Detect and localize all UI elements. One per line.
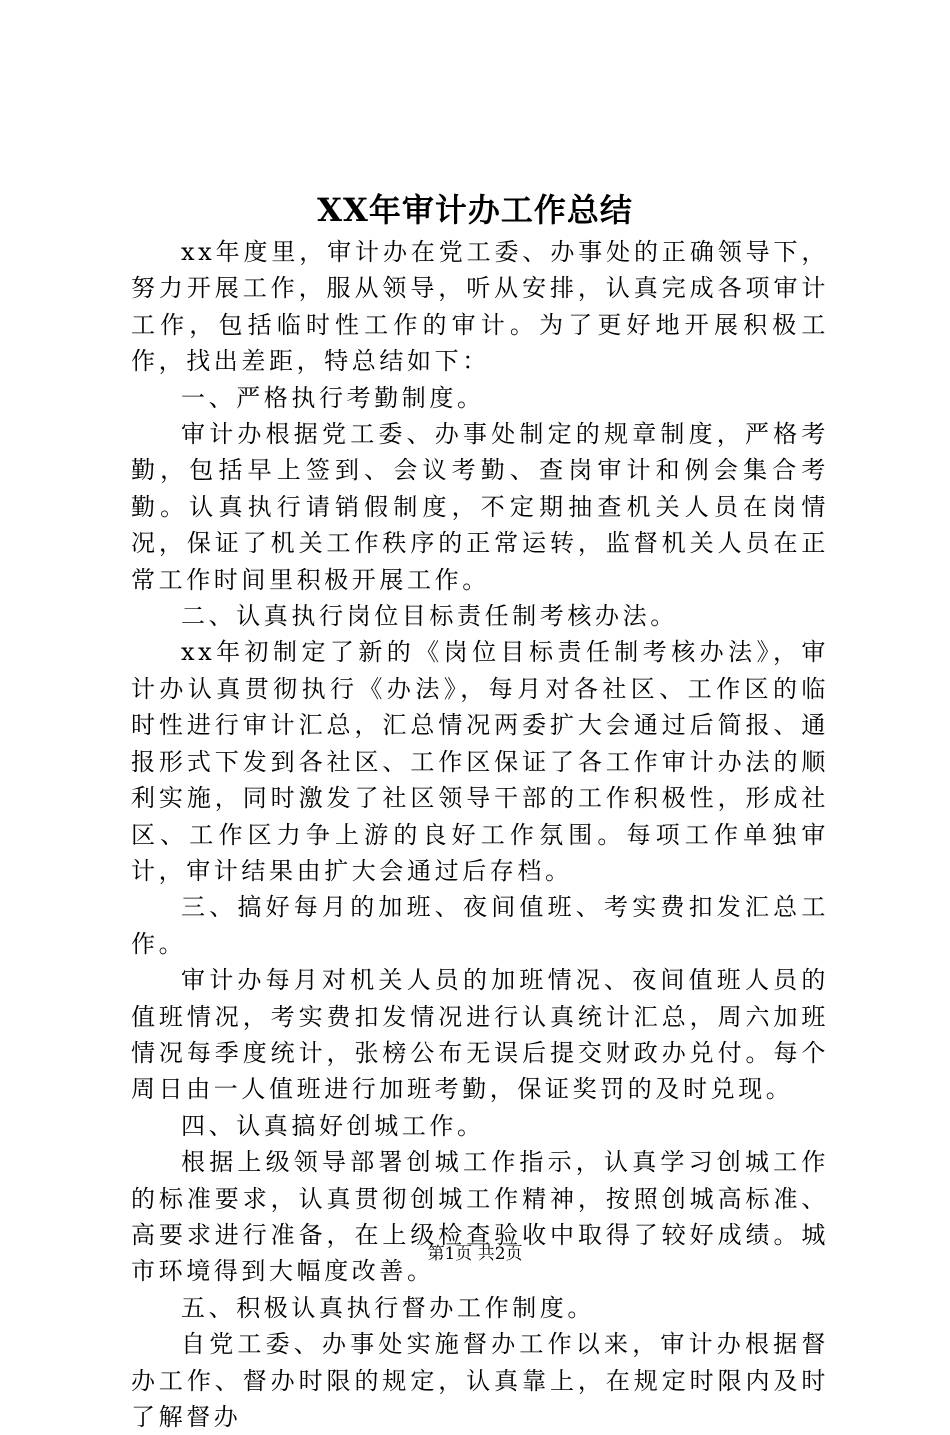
section-paragraph-5: 自党工委、办事处实施督办工作以来，审计办根据督办工作、督办时限的规定，认真靠上，在规定时限内及时了解督办 bbox=[131, 1330, 829, 1431]
section-heading-1: 一、严格执行考勤制度。 bbox=[181, 383, 485, 412]
section-paragraph-3: 审计办每月对机关人员的加班情况、夜间值班人员的值班情况，考实费扣发情况进行认真统计汇总，周六加班情况每季度统计，张榜公布无误后提交财政办兑付。每个周日由一人值班进行加班考勤，保证奖罚的及时兑现。 bbox=[131, 966, 829, 1104]
document-title: XX年审计办工作总结 bbox=[317, 191, 633, 229]
section-heading-3: 三、搞好每月的加班、夜间值班、考实费扣发汇总工作。 bbox=[131, 893, 829, 958]
section-heading-4: 四、认真搞好创城工作。 bbox=[181, 1111, 485, 1140]
intro-paragraph: xx年度里，审计办在党工委、办事处的正确领导下，努力开展工作，服从领导，听从安排，认真完成各项审计工作，包括临时性工作的审计。为了更好地开展积极工作，找出差距，特总结如下： bbox=[131, 238, 829, 376]
section-heading-2: 二、认真执行岗位目标责任制考核办法。 bbox=[181, 602, 678, 631]
section-heading-5: 五、积极认真执行督办工作制度。 bbox=[181, 1293, 595, 1322]
page-footer: 第1页 共2页 bbox=[427, 1244, 523, 1264]
section-paragraph-2: xx年初制定了新的《岗位目标责任制考核办法》，审计办认真贯彻执行《办法》，每月对各社区、工作区的临时性进行审计汇总，汇总情况两委扩大会通过后简报、通报形式下发到各社区、工作区保证了各工作审计办法的顺利实施，同时激发了社区领导干部的工作积极性，形成社区、工作区力争上游的良好工作氛围。每项工作单独审计，审计结果由扩大会通过后存档。 bbox=[131, 638, 829, 885]
section-paragraph-4: 根据上级领导部署创城工作指示，认真学习创城工作的标准要求，认真贯彻创城工作精神，按照创城高标准、高要求进行准备，在上级检查验收中取得了较好成绩。城市环境得到大幅度改善。 bbox=[131, 1148, 829, 1286]
section-paragraph-1: 审计办根据党工委、办事处制定的规章制度，严格考勤，包括早上签到、会议考勤、查岗审计和例会集合考勤。认真执行请销假制度，不定期抽查机关人员在岗情况，保证了机关工作秩序的正常运转，监督机关人员在正常工作时间里积极开展工作。 bbox=[131, 420, 829, 594]
